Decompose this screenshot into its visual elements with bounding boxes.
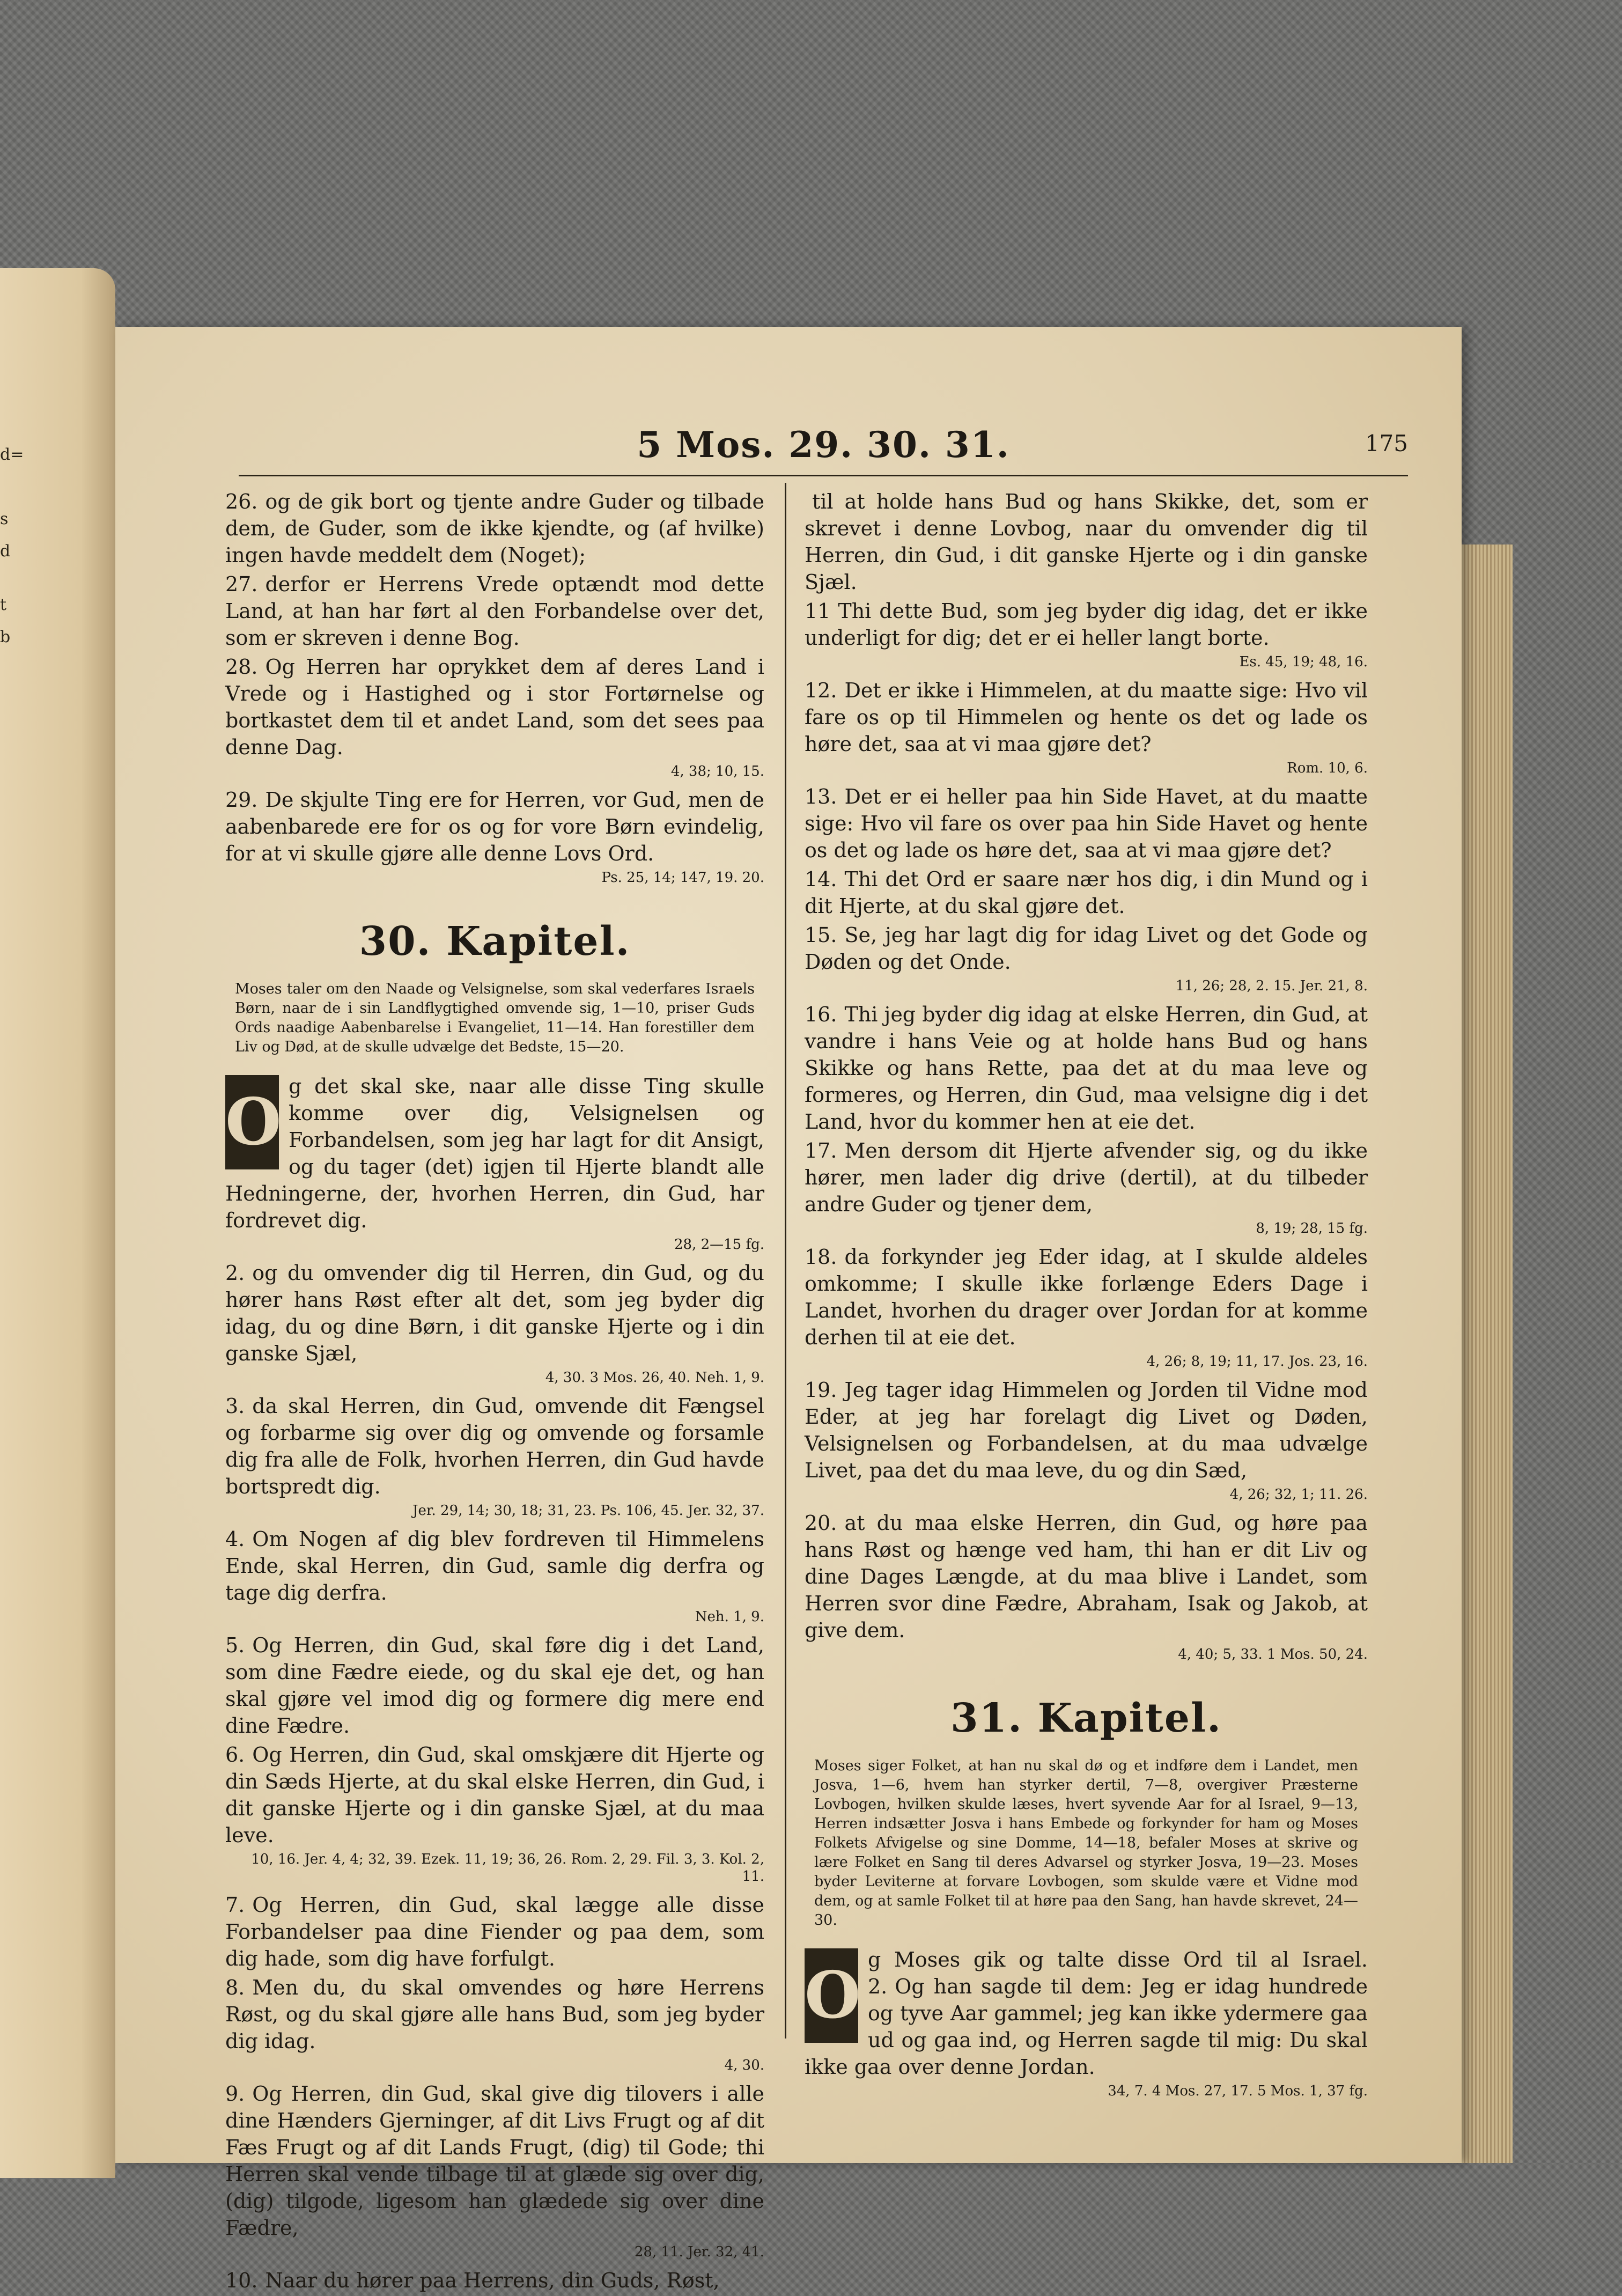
verse-text: Om Nogen af dig blev fordreven til Himmelens Ende, skal Herren, din Gud, samle dig derfra og tage dig derfra. xyxy=(225,1527,764,1605)
verse-number: 18. xyxy=(805,1245,837,1269)
verse-text: og de gik bort og tjente andre Guder og tilbade dem, de Guder, som de ikke kjendte, og (af hvilke) ingen havde meddelt dem (Noget); xyxy=(225,490,764,567)
cross-reference: Rom. 10, 6. xyxy=(1287,760,1368,776)
verse-text: Jeg tager idag Himmelen og Jorden til Vidne mod Eder, at jeg har forelagt dig Livet og Døden, Velsignelsen og Forbandelsen, at du maa udvælge Livet, paa det du maa leve, du og din Sæd, xyxy=(805,1378,1368,1482)
verse-number: 5. xyxy=(225,1633,245,1657)
verse-text: til at holde hans Bud og hans Skikke, det, som er skrevet i denne Lovbog, naar du omvender dig til Herren, din Gud, i dit ganske Hjerte og i din ganske Sjæl. xyxy=(805,490,1368,594)
cross-reference: 4, 30. 3 Mos. 26, 40. Neh. 1, 9. xyxy=(545,1370,764,1386)
verse-number: 29. xyxy=(225,788,258,812)
verse xyxy=(225,1526,764,1606)
verse-text: Og Herren har oprykket dem af deres Land i Vrede og i Hastighed og i stor Fortørnelse og bortkastet dem til et andet Land, som det sees paa denne Dag. xyxy=(225,655,764,759)
verse-text: Se, jeg har lagt dig for idag Livet og det Gode og Døden og det Onde. xyxy=(805,923,1368,974)
verse-text: at du maa elske Herren, din Gud, og høre paa hans Røst og hænge ved ham, thi han er dit Liv og dine Dages Længde, at du maa blive i Landet, som Herren svor dine Fædre, Abraham, Isak og Jakob, at give dem. xyxy=(805,1511,1368,1642)
cross-reference: Neh. 1, 9. xyxy=(695,1609,764,1625)
cross-reference: 4, 30. xyxy=(724,2057,764,2073)
verse xyxy=(225,1892,764,1972)
verse-text: Og Herren, din Gud, skal føre dig i det Land, som dine Fædre eiede, og du skal eje det, og han skal gjøre vel imod dig og formere dig mere end dine Fædre. xyxy=(225,1633,764,1738)
left-column xyxy=(225,488,764,2296)
verse-number: 7. xyxy=(225,1893,245,1917)
cross-reference: 4, 26; 32, 1; 11. 26. xyxy=(1229,1486,1368,1503)
verse-number: 8. xyxy=(225,1976,245,1999)
verse-text: Thi dette Bud, som jeg byder dig idag, det er ikke underligt for dig; det er ei heller langt borte. xyxy=(805,599,1368,650)
verse xyxy=(805,1001,1368,1135)
cross-reference: 4, 38; 10, 15. xyxy=(670,763,764,779)
left-page-fragment: t xyxy=(0,595,7,614)
cross-reference: Jer. 29, 14; 30, 18; 31, 23. Ps. 106, 45. Jer. 32, 37. xyxy=(412,1503,764,1519)
verse xyxy=(805,677,1368,757)
header-title: 5 Mos. 29. 30. 31. xyxy=(637,424,1010,466)
verse-number: 14. xyxy=(805,867,837,891)
verse-number: 6. xyxy=(225,1743,245,1767)
verse-number: 3. xyxy=(225,1394,245,1418)
left-page-fragment: d= xyxy=(0,445,24,464)
verse xyxy=(805,1377,1368,1484)
cross-reference: 8, 19; 28, 15 fg. xyxy=(1256,1220,1368,1237)
verse-number: 11 xyxy=(805,599,831,623)
verse-number: 12. xyxy=(805,679,837,702)
verse xyxy=(805,922,1368,975)
verse-text: Men du, du skal omvendes og høre Herrens Røst, og du skal gjøre alle hans Bud, som jeg byder dig idag. xyxy=(225,1976,764,2053)
drop-cap: O xyxy=(225,1075,279,1169)
verse-number: 2. xyxy=(225,1261,245,1285)
verse-text: g Moses gik og talte disse Ord til al Israel. xyxy=(868,1948,1368,1971)
drop-cap: O xyxy=(805,1948,858,2043)
verse-text: Det er ei heller paa hin Side Havet, at du maatte sige: Hvo vil fare os over paa hin Side Havet og hente os det og lade os høre det, saa at vi maa gjøre det? xyxy=(805,785,1368,862)
verse xyxy=(225,1393,764,1500)
verse xyxy=(805,1243,1368,1351)
verse-number: 10. xyxy=(225,2269,258,2292)
verse xyxy=(805,866,1368,919)
verse xyxy=(225,488,764,569)
verse xyxy=(805,1137,1368,1218)
verse-number: 27. xyxy=(225,572,258,596)
left-page-fragment: s xyxy=(0,510,9,528)
verse-number: 17. xyxy=(805,1139,837,1162)
verse-text: Thi det Ord er saare nær hos dig, i din Mund og i dit Hjerte, at du skal gjøre det. xyxy=(805,867,1368,918)
cross-reference: 10, 16. Jer. 4, 4; 32, 39. Ezek. 11, 19; 36, 26. Rom. 2, 29. Fil. 3, 3. Kol. 2, 11. xyxy=(251,1851,764,1885)
verse-text: De skjulte Ting ere for Herren, vor Gud, men de aabenbarede ere for os og for vore Børn evindelig, for at vi skulle gjøre alle denne Lovs Ord. xyxy=(225,788,764,865)
cross-reference: 28, 2—15 fg. xyxy=(674,1237,764,1253)
verse xyxy=(805,598,1368,651)
verse-text: Det er ikke i Himmelen, at du maatte sige: Hvo vil fare os op til Himmelen og hente os det og lade os høre det, saa at vi maa gjøre det? xyxy=(805,679,1368,756)
verse-text: Og Herren, din Gud, skal give dig tilovers i alle dine Hænders Gjerninger, af dit Livs Frugt og af dit Fæs Frugt og af dit Lands Frugt, (dig) til Gode; thi Herren skal vende tilbage til at glæde sig over dig, (dig) tilgode, ligesom han glædede sig over dine Fædre, xyxy=(225,2082,764,2240)
verse-number: 20. xyxy=(805,1511,837,1535)
verse-text: Naar du hører paa Herrens, din Guds, Røst, xyxy=(265,2269,720,2292)
verse xyxy=(225,1741,764,1849)
cross-reference: 11, 26; 28, 2. 15. Jer. 21, 8. xyxy=(1175,978,1368,994)
verse xyxy=(225,1260,764,1367)
book-page xyxy=(115,327,1462,2292)
verse-text: Thi jeg byder dig idag at elske Herren, din Gud, at vandre i hans Veie og at holde hans Bud og hans Skikke og hans Rette, paa det at du maa leve og formeres, og Herren, din Gud, maa velsigne dig i det Land, hvor du kommer hen at eie det. xyxy=(805,1003,1368,1134)
verse-number: 16. xyxy=(805,1003,837,1026)
verse xyxy=(225,653,764,761)
left-page-fragment: b xyxy=(0,628,11,646)
page-number: 175 xyxy=(1365,430,1408,457)
verse-number: 13. xyxy=(805,785,837,808)
verse-text: Og Herren, din Gud, skal omskjære dit Hjerte og din Sæds Hjerte, at du skal elske Herren, din Gud, i dit ganske Hjerte og i din ganske Sjæl, at du maa leve. xyxy=(225,1743,764,1847)
verse-text: derfor er Herrens Vrede optændt mod dette Land, at han har ført al den Forbandelse over det, som er skreven i denne Bog. xyxy=(225,572,764,650)
verse-number: 28. xyxy=(225,655,258,679)
right-column xyxy=(805,488,1368,2106)
column-divider xyxy=(785,483,786,2039)
chapter-heading: 30. Kapitel. xyxy=(359,918,631,965)
cross-reference: Es. 45, 19; 48, 16. xyxy=(1239,654,1368,670)
verse xyxy=(805,488,1368,595)
chapter-summary: Moses taler om den Naade og Velsignelse, som skal vederfares Israels Børn, naar de i sin Landflygtighed omvende sig, 1—10, priser Guds Ords naadige Aabenbarelse i Evangeliet, 11—14. Han forestiller dem Liv og Død, at de skulle udvælge det Bedste, 15—20. xyxy=(235,981,755,1055)
cross-reference: Ps. 25, 14; 147, 19. 20. xyxy=(601,870,764,886)
left-page-fragment: d xyxy=(0,542,11,561)
left-page-edge xyxy=(0,268,115,2178)
cross-reference: 4, 40; 5, 33. 1 Mos. 50, 24. xyxy=(1178,1646,1368,1662)
book-page-edges xyxy=(1462,544,1513,2163)
cross-reference: 34, 7. 4 Mos. 27, 17. 5 Mos. 1, 37 fg. xyxy=(1108,2083,1368,2099)
cross-reference: 4, 26; 8, 19; 11, 17. Jos. 23, 16. xyxy=(1146,1353,1368,1370)
verse xyxy=(225,1632,764,1739)
verse xyxy=(805,783,1368,864)
verse-number: 4. xyxy=(225,1527,245,1551)
verse-text: Og han sagde til dem: Jeg er idag hundrede og tyve Aar gammel; jeg kan ikke ydermere gaa ud og gaa ind, og Herren sagde til mig: Du skal ikke gaa over denne Jordan. xyxy=(805,1975,1368,2079)
running-header xyxy=(239,424,1408,472)
verse-number: 26. xyxy=(225,490,258,513)
verse xyxy=(225,2080,764,2241)
verse xyxy=(225,571,764,651)
verse xyxy=(225,2267,764,2294)
chapter-summary: Moses siger Folket, at han nu skal dø og et indføre dem i Landet, men Josva, 1—6, hvem han styrker dertil, 7—8, overgiver Præsterne Lovbogen, hvilken skulde læses, hvert syvende Aar for al Israel, 9—13, Herren indsætter Josva i hans Embede og forkynder for ham og Moses Folkets Afvigelse og sine Domme, 14—18, befaler Moses at skrive og lære Folket en Sang til deres Advarsel og styrker Josva, 19—23. Moses byder Leviterne at forvare Lovbogen, som skulde være et Vidne mod dem, og at samle Folket til at høre paa den Sang, han havde skrevet, 24—30. xyxy=(814,1757,1358,1929)
verse-number: 2. xyxy=(868,1975,888,1998)
first-verse xyxy=(805,1946,1368,2080)
first-verse xyxy=(225,1073,764,1234)
verse xyxy=(225,786,764,867)
chapter-heading: 31. Kapitel. xyxy=(950,1695,1222,1741)
verse-text: da skal Herren, din Gud, omvende dit Fængsel og forbarme sig over dig og omvende og forsamle dig fra alle de Folk, hvorhen Herren, din Gud havde bortspredt dig. xyxy=(225,1394,764,1498)
verse xyxy=(805,1510,1368,1644)
cross-reference: 28, 11. Jer. 32, 41. xyxy=(634,2244,764,2260)
header-rule xyxy=(239,475,1408,476)
verse-text: g det skal ske, naar alle disse Ting skulle komme over dig, Velsignelsen og Forbandelsen, som jeg har lagt for dit Ansigt, og du tager (det) igjen til Hjerte blandt alle Hedningerne, der, hvorhen Herren, din Gud, har fordrevet dig. xyxy=(225,1075,764,1232)
verse-number: 15. xyxy=(805,923,837,947)
verse-number: 9. xyxy=(225,2082,245,2106)
verse xyxy=(225,1974,764,2055)
verse-text: Og Herren, din Gud, skal lægge alle disse Forbandelser paa dine Fiender og paa dem, som dig hade, som dig have forfulgt. xyxy=(225,1893,764,1970)
verse-text: og du omvender dig til Herren, din Gud, og du hører hans Røst efter alt det, som jeg byder dig idag, du og dine Børn, i dit ganske Hjerte og i din ganske Sjæl, xyxy=(225,1261,764,1365)
verse-number: 19. xyxy=(805,1378,837,1402)
verse-text: da forkynder jeg Eder idag, at I skulde aldeles omkomme; I skulle ikke forlænge Eders Dage i Landet, hvorhen du drager over Jordan for at komme derhen til at eie det. xyxy=(805,1245,1368,1349)
verse-text: Men dersom dit Hjerte afvender sig, og du ikke hører, men lader dig drive (dertil), at du tilbeder andre Guder og tjener dem, xyxy=(805,1139,1368,1216)
